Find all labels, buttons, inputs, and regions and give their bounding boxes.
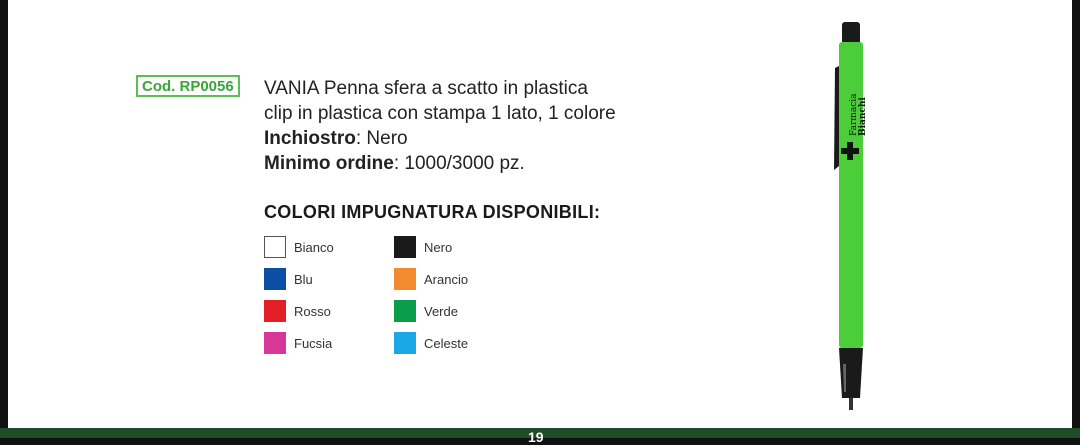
color-swatch xyxy=(394,300,416,322)
pen-print xyxy=(849,93,868,136)
color-label: Arancio xyxy=(424,271,469,287)
ink-value: : Nero xyxy=(355,128,408,149)
color-option-bianco xyxy=(264,236,334,258)
color-label: Rosso xyxy=(294,303,331,319)
color-swatch xyxy=(264,300,286,322)
colors-title: COLORI IMPUGNATURA DISPONIBILI: xyxy=(264,202,601,222)
min-order-value: : 1000/3000 pz. xyxy=(393,153,525,174)
color-swatch xyxy=(264,332,286,354)
color-label: Celeste xyxy=(424,335,469,351)
color-label: Nero xyxy=(424,239,453,255)
pen-body xyxy=(839,42,863,348)
color-swatch xyxy=(394,332,416,354)
product-subtitle: clip in plastica con stampa 1 lato, 1 colore xyxy=(264,103,616,124)
ink-line xyxy=(264,126,616,151)
catalog-page xyxy=(8,0,1072,428)
color-swatch xyxy=(394,236,416,258)
color-swatch xyxy=(264,236,286,258)
pen-tip-cone xyxy=(839,348,863,398)
color-label: Blu xyxy=(294,271,313,287)
pen-print-line1: Farmacia xyxy=(849,93,859,136)
color-option-nero xyxy=(394,236,452,258)
page-number: 19 xyxy=(528,429,544,445)
color-option-rosso xyxy=(264,300,331,322)
color-swatch xyxy=(394,268,416,290)
color-label: Verde xyxy=(424,303,458,319)
pen-cap xyxy=(842,22,860,44)
color-label: Fucsia xyxy=(294,335,333,351)
color-label: Bianco xyxy=(294,239,334,255)
pen-clip xyxy=(834,66,839,170)
color-option-blu xyxy=(264,268,313,290)
product-code: Cod. RP0056 xyxy=(136,75,240,97)
ink-label: Inchiostro xyxy=(264,128,356,149)
color-option-arancio xyxy=(394,268,468,290)
product-title: VANIA Penna sfera a scatto in plastica xyxy=(264,78,588,99)
min-order-line xyxy=(264,151,616,176)
color-option-fucsia xyxy=(264,332,332,354)
pen-image xyxy=(808,18,908,418)
color-swatch xyxy=(264,268,286,290)
pen-print-line2: Bianchi xyxy=(858,97,868,136)
pen-tip xyxy=(849,398,853,410)
min-order-label: Minimo ordine xyxy=(264,153,394,174)
color-option-celeste xyxy=(394,332,468,354)
product-description xyxy=(264,76,616,176)
color-option-verde xyxy=(394,300,458,322)
